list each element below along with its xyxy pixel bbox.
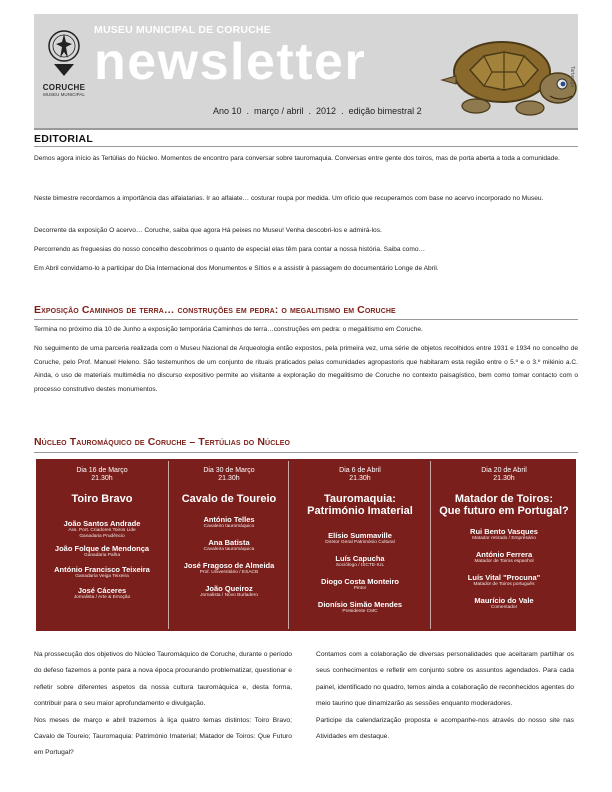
tertulias-column-right <box>316 647 574 745</box>
panelist-role: Pintor <box>353 586 367 591</box>
panelist-name: Diogo Costa Monteiro <box>321 577 399 586</box>
panelist-role: Cavaleiro tauromáquico <box>203 524 255 529</box>
exhibition-heading: Exposição Caminhos de terra… construções em pedra: o megalitismo em Coruche <box>34 304 396 316</box>
side-caption: Tartaruga <box>569 66 575 88</box>
editorial-paragraph-5: Em Abril convidamo-lo a participar do Dia Internacional dos Monumentos e Sítios e a assistir à passagem do documentário Longe de Abril. <box>34 265 439 272</box>
panelist-name: Luís Capucha <box>335 554 385 563</box>
panel-date: Dia 20 de Abril <box>481 467 527 474</box>
editorial-paragraph-3: Decorrente da exposição O acervo… Coruche, saiba que agora Há peixes no Museu! Venha descobri-los e admirá-los. <box>34 227 382 234</box>
panel-matador-de-toiros <box>430 461 577 629</box>
panelist-role: Jornalista / Novo Burladero <box>200 593 258 598</box>
panelist-name: João Queiroz <box>205 584 253 593</box>
panelist-name: António Ferrera <box>475 550 533 559</box>
panelist-name: José Fragoso de Almeida <box>183 561 275 570</box>
panel-time: 21.30h <box>91 475 113 482</box>
panelist-name: João Santos Andrade <box>63 519 141 528</box>
panelist-name: João Folque de Mendonça <box>54 544 150 553</box>
panelist-role: Comentador <box>490 605 518 610</box>
tertulias-column-left <box>34 647 292 762</box>
panel-time: 21.30h <box>349 475 371 482</box>
panelist-name: António Francisco Teixeira <box>54 565 150 574</box>
tertulias-divider <box>34 452 578 453</box>
tertulias-heading: Núcleo Tauromáquico de Coruche – Tertúlias do Núcleo <box>34 436 291 448</box>
panel-date: Dia 6 de Abril <box>339 467 381 474</box>
panel-title: Matador de Toiros: Que futuro em Portugal? <box>439 493 569 517</box>
editorial-paragraph-4: Percorrendo as freguesias do nosso concelho descobrimos o quanto de especial elas têm para contar a nossa história. Saiba como… <box>34 246 426 253</box>
panel-title: Tauromaquia: Património Imaterial <box>307 493 413 517</box>
panel-cavalo-de-toureio <box>168 461 289 629</box>
logo-name: CORUCHE <box>42 83 86 92</box>
editorial-paragraph-1: Demos agora início às Tertúlias do Núcleo. Momentos de encontro para conversar sobre tauromaquia. Conversas entre gente dos toiros, mas de porta aberta a toda a comunidade. <box>34 155 560 162</box>
editorial-divider <box>34 146 578 147</box>
panelist-name: Luís Vital "Procuna" <box>467 573 541 582</box>
panelist-role: Cavaleira tauromáquica <box>203 547 255 552</box>
panelist-name: Dionísio Simão Mendes <box>317 600 403 609</box>
panel-time: 21.30h <box>493 475 515 482</box>
panelist-role: Ganadaria Palha <box>83 553 120 558</box>
panelist-role: Jornalista / Arte & Emoção <box>73 595 131 600</box>
museum-name: MUSEU MUNICIPAL DE CORUCHE <box>94 24 271 36</box>
panel-toiro-bravo <box>36 461 168 629</box>
panelist-name: Maurício do Vale <box>474 596 534 605</box>
panelist-role: Prof. Universitário / ESACB <box>199 570 259 575</box>
panelist-role: Matador de Toiros português <box>473 582 535 587</box>
panelist-role: Matador de Toiros espanhol <box>474 559 534 564</box>
panelist-role: Presidente CMC <box>342 609 378 614</box>
coat-of-arms-icon <box>44 28 84 78</box>
panelist-role: Sociólogo / ISCTE-IUL <box>335 563 385 568</box>
tertulias-right-paragraph-2: Participe da calendarização proposta e acompanhe-nos através do nosso site nas Atividades em destaque. <box>316 716 574 741</box>
panelist-role: Diretor Geral Património Cultural <box>325 540 395 545</box>
logo-subtitle: MUSEU MUNICIPAL <box>43 92 85 97</box>
panel-date: Dia 30 de Março <box>203 467 255 474</box>
tertulias-left-paragraph-2: Nos meses de março e abril trazemos à liça quatro temas distintos: Toiro Bravo; Cavalo de Toureio; Tauromaquia: Património Imaterial; Matador de Toiros: Que Futuro em Portugal? <box>34 716 292 757</box>
panelist-name: António Telles <box>203 515 255 524</box>
exhibition-paragraph-2: No seguimento de uma parceria realizada com o Museu Nacional de Arqueologia então expostos, pela primeira vez, uma série de objetos recolhidos entre 1931 e 1934 no concelho de Coruche, pelo Prof. Manuel Heleno. São testemunhos de um conjunto de rituais praticados pelas comunidades agropastoris que habitaram esta região entre o 5.º e o 3.º milénio a.C. Ainda, o uso de materiais multimédia no discurso expositivo permite ao visitante a exploração do megalitismo de Coruche no contexto paisagístico, bem como tomar contacto com o processo construtivo destes monumentos. <box>34 345 578 393</box>
exhibition-paragraph-1: Termina no próximo dia 10 de Junho a exposição temporária Caminhos de terra…construções em pedra: o megalitismo em Coruche. <box>34 326 423 333</box>
tertulias-right-paragraph-1: Contamos com a colaboração de diversas personalidades que aceitaram partilhar os seus conhecimentos e refletir em conjunto sobre os assuntos agendados. Para cada painel, identificado no quadro, temos ainda a colaboração de reconhecidos agentes do meio taurino que dinamizarão as sessões enquanto moderadores. <box>316 651 574 708</box>
panel-date: Dia 16 de Março <box>76 467 128 474</box>
panelist-role: Matador retirado / Empresário <box>472 536 536 541</box>
panel-title: Toiro Bravo <box>71 493 133 505</box>
panel-title: Cavalo de Toureio <box>181 493 277 505</box>
tertulias-schedule <box>36 459 576 631</box>
panelist-name: José Cáceres <box>77 586 127 595</box>
issue-line: Ano 10 . março / abril . 2012 . edição bimestral 2 <box>213 106 422 116</box>
turtle-illustration <box>420 30 590 126</box>
editorial-heading: EDITORIAL <box>34 133 94 145</box>
panel-tauromaquia <box>288 461 431 629</box>
exhibition-divider <box>34 319 578 320</box>
editorial-paragraph-2: Neste bimestre recordamos a importância das alfaiatarias. Ir ao alfaiate… costurar roupa por medida. Um ofício que recuperamos com base no acervo incorporado no Museu. <box>34 195 544 202</box>
newsletter-title: newsletter <box>94 33 367 91</box>
panelist-role: Ganadaria Veiga Teixeira <box>75 574 129 579</box>
panelist-name: Rui Bento Vasques <box>470 527 538 536</box>
panel-time: 21.30h <box>218 475 240 482</box>
tertulias-left-paragraph-1: Na prossecução dos objetivos do Núcleo Tauromáquico de Coruche, durante o período do defeso fazemos a ponte para a nova época procurando problematizar, questionar e refletir sobre diferentes aspetos da nossa cultura tauromáquica e, desta forma, contribuir para o seu maior aprofundamento e divulgação. <box>34 651 292 708</box>
panelist-name: Elísio Summaville <box>328 531 392 540</box>
museum-logo <box>40 28 88 108</box>
panelist-role: Ass. Port. Criadores Toiros Lide Ganadaria Prudêncio <box>68 528 136 539</box>
panelist-name: Ana Batista <box>208 538 250 547</box>
